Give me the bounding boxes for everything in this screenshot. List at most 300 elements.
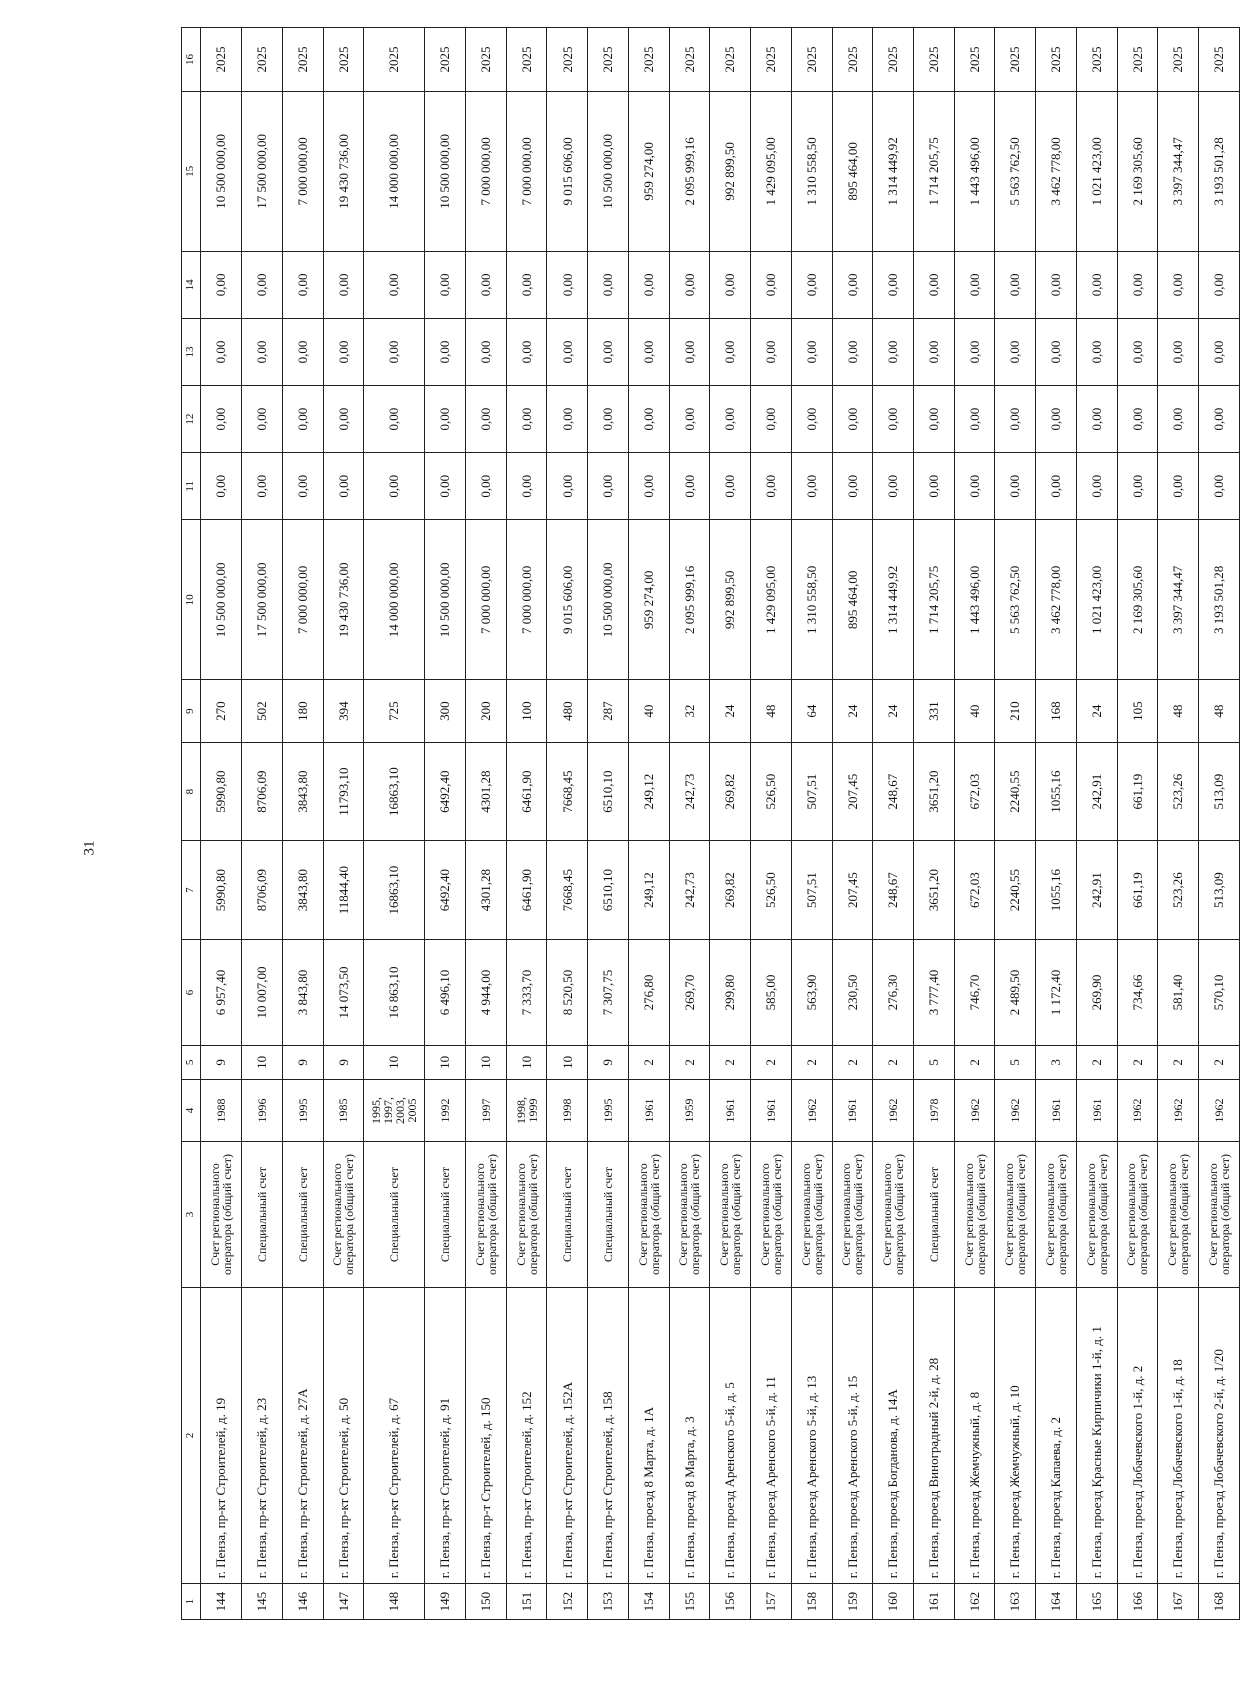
cell-fund-local: 0,00 [954,318,995,385]
cell-floors: 2 [1117,1046,1158,1080]
cell-commission-year: 1985 [323,1079,364,1142]
cell-total-area: 563,90 [791,939,832,1045]
cell-fund-other: 0,00 [751,251,792,318]
cell-fund-other: 0,00 [201,251,242,318]
cell-floors: 10 [425,1046,466,1080]
cell-owners-funds: 17 500 000,00 [242,91,283,251]
column-number: 16 [182,28,201,92]
cell-total-cost: 7 000 000,00 [506,520,547,680]
column-number: 10 [182,520,201,680]
cell-address: г. Пенза, проезд Богданова, д. 14А [873,1287,914,1583]
cell-fund-other: 0,00 [506,251,547,318]
cell-area-premises: 248,67 [873,841,914,939]
cell-floors: 2 [954,1046,995,1080]
cell-fund-other: 0,00 [1076,251,1117,318]
cell-area-residential: 1055,16 [1036,742,1077,840]
cell-row-number: 162 [954,1584,995,1620]
cell-account-type: Счет регионального оператора (общий счет) [506,1142,547,1287]
cell-completion-year: 2025 [1117,28,1158,92]
cell-fund-local: 0,00 [242,318,283,385]
cell-row-number: 160 [873,1584,914,1620]
cell-account-type: Специальный счет [547,1142,588,1287]
cell-owners-funds: 3 193 501,28 [1198,91,1239,251]
cell-total-area: 10 007,00 [242,939,283,1045]
cell-fund-local: 0,00 [751,318,792,385]
column-number: 8 [182,742,201,840]
cell-floors: 9 [588,1046,629,1080]
cell-row-number: 163 [995,1584,1036,1620]
cell-account-type: Счет регионального оператора (общий счет) [873,1142,914,1287]
cell-residents-count: 24 [710,680,751,743]
cell-area-residential: 8706,09 [242,742,283,840]
cell-owners-funds: 1 429 095,00 [751,91,792,251]
cell-account-type: Счет регионального оператора (общий счет) [1117,1142,1158,1287]
cell-fund-other: 0,00 [547,251,588,318]
cell-total-area: 276,80 [628,939,669,1045]
cell-address: г. Пенза, проезд 8 Марта, д. 3 [669,1287,710,1583]
cell-fund-local: 0,00 [466,318,507,385]
cell-residents-count: 40 [954,680,995,743]
cell-address: г. Пенза, пр-кт Строителей, д. 91 [425,1287,466,1583]
cell-area-premises: 3843,80 [282,841,323,939]
cell-fund-local: 0,00 [873,318,914,385]
cell-area-residential: 672,03 [954,742,995,840]
cell-commission-year: 1978 [913,1079,954,1142]
cell-owners-funds: 1 714 205,75 [913,91,954,251]
cell-area-residential: 3843,80 [282,742,323,840]
cell-residents-count: 168 [1036,680,1077,743]
cell-fund-regional: 0,00 [588,386,629,453]
cell-fund-regional: 0,00 [1158,386,1199,453]
rotated-table-wrapper [181,27,1240,1620]
cell-address: г. Пенза, пр-кт Строителей, д. 67 [364,1287,425,1583]
cell-commission-year: 1962 [1117,1079,1158,1142]
cell-total-cost: 3 462 778,00 [1036,520,1077,680]
cell-area-premises: 269,82 [710,841,751,939]
cell-fund-other: 0,00 [669,251,710,318]
cell-account-type: Специальный счет [588,1142,629,1287]
cell-account-type: Счет регионального оператора (общий счет) [995,1142,1036,1287]
cell-residents-count: 300 [425,680,466,743]
column-number: 6 [182,939,201,1045]
cell-completion-year: 2025 [1036,28,1077,92]
cell-completion-year: 2025 [506,28,547,92]
cell-completion-year: 2025 [832,28,873,92]
cell-total-cost: 9 015 606,00 [547,520,588,680]
cell-owners-funds: 895 464,00 [832,91,873,251]
cell-fund-federal: 0,00 [954,453,995,520]
cell-address: г. Пенза, пр-кт Строителей, д. 152 [506,1287,547,1583]
cell-area-premises: 7668,45 [547,841,588,939]
cell-completion-year: 2025 [751,28,792,92]
cell-fund-local: 0,00 [201,318,242,385]
cell-total-cost: 2 169 305,60 [1117,520,1158,680]
cell-account-type: Счет регионального оператора (общий счет) [1076,1142,1117,1287]
cell-residents-count: 48 [1158,680,1199,743]
cell-total-area: 269,70 [669,939,710,1045]
cell-completion-year: 2025 [323,28,364,92]
column-number: 15 [182,91,201,251]
cell-floors: 10 [466,1046,507,1080]
cell-completion-year: 2025 [710,28,751,92]
cell-address: г. Пенза, проезд Лобачевского 2-й, д. 1/20 [1198,1287,1239,1583]
cell-account-type: Счет регионального оператора (общий счет) [628,1142,669,1287]
cell-completion-year: 2025 [873,28,914,92]
cell-commission-year: 1962 [954,1079,995,1142]
table-row [628,28,669,1620]
cell-row-number: 157 [751,1584,792,1620]
cell-fund-regional: 0,00 [628,386,669,453]
cell-fund-regional: 0,00 [832,386,873,453]
cell-address: г. Пенза, пр-кт Строителей, д. 50 [323,1287,364,1583]
cell-total-area: 1 172,40 [1036,939,1077,1045]
cell-fund-local: 0,00 [323,318,364,385]
table-row [1036,28,1077,1620]
cell-total-area: 2 489,50 [995,939,1036,1045]
cell-completion-year: 2025 [364,28,425,92]
cell-completion-year: 2025 [466,28,507,92]
table-row [282,28,323,1620]
cell-completion-year: 2025 [913,28,954,92]
cell-fund-other: 0,00 [710,251,751,318]
cell-owners-funds: 992 899,50 [710,91,751,251]
cell-fund-federal: 0,00 [1198,453,1239,520]
cell-residents-count: 24 [873,680,914,743]
cell-area-premises: 513,09 [1198,841,1239,939]
cell-total-area: 16 863,10 [364,939,425,1045]
cell-owners-funds: 10 500 000,00 [201,91,242,251]
cell-commission-year: 1988 [201,1079,242,1142]
column-number: 13 [182,318,201,385]
cell-row-number: 149 [425,1584,466,1620]
cell-address: г. Пенза, проезд Аренского 5-й, д. 5 [710,1287,751,1583]
cell-address: г. Пенза, пр-кт Строителей, д. 23 [242,1287,283,1583]
cell-area-residential: 249,12 [628,742,669,840]
cell-account-type: Счет регионального оператора (общий счет) [466,1142,507,1287]
cell-floors: 2 [1076,1046,1117,1080]
cell-total-area: 276,30 [873,939,914,1045]
cell-residents-count: 331 [913,680,954,743]
cell-fund-regional: 0,00 [710,386,751,453]
cell-residents-count: 502 [242,680,283,743]
cell-account-type: Счет регионального оператора (общий счет) [1036,1142,1077,1287]
cell-fund-federal: 0,00 [547,453,588,520]
cell-fund-federal: 0,00 [628,453,669,520]
table-row [995,28,1036,1620]
table-row [791,28,832,1620]
column-number: 11 [182,453,201,520]
cell-total-cost: 1 310 558,50 [791,520,832,680]
cell-residents-count: 480 [547,680,588,743]
table-row [425,28,466,1620]
cell-commission-year: 1995 [588,1079,629,1142]
cell-fund-other: 0,00 [588,251,629,318]
cell-fund-local: 0,00 [425,318,466,385]
cell-total-area: 7 307,75 [588,939,629,1045]
cell-commission-year: 1995 [282,1079,323,1142]
cell-area-residential: 269,82 [710,742,751,840]
cell-completion-year: 2025 [995,28,1036,92]
cell-fund-federal: 0,00 [588,453,629,520]
cell-fund-federal: 0,00 [832,453,873,520]
cell-commission-year: 1962 [791,1079,832,1142]
cell-address: г. Пенза, пр-кт Строителей, д. 158 [588,1287,629,1583]
cell-area-premises: 207,45 [832,841,873,939]
cell-account-type: Счет регионального оператора (общий счет) [201,1142,242,1287]
cell-address: г. Пенза, проезд Красные Кирпичики 1-й, д. 1 [1076,1287,1117,1583]
cell-owners-funds: 2 169 305,60 [1117,91,1158,251]
cell-completion-year: 2025 [1076,28,1117,92]
cell-fund-local: 0,00 [506,318,547,385]
cell-floors: 2 [1158,1046,1199,1080]
cell-fund-federal: 0,00 [791,453,832,520]
cell-total-cost: 992 899,50 [710,520,751,680]
cell-area-residential: 7668,45 [547,742,588,840]
cell-fund-other: 0,00 [995,251,1036,318]
cell-fund-federal: 0,00 [282,453,323,520]
cell-fund-other: 0,00 [913,251,954,318]
cell-account-type: Счет регионального оператора (общий счет) [791,1142,832,1287]
cell-area-residential: 3651,20 [913,742,954,840]
cell-total-area: 299,80 [710,939,751,1045]
cell-total-cost: 10 500 000,00 [201,520,242,680]
cell-owners-funds: 10 500 000,00 [425,91,466,251]
cell-fund-regional: 0,00 [873,386,914,453]
cell-total-area: 585,00 [751,939,792,1045]
cell-row-number: 153 [588,1584,629,1620]
cell-area-premises: 3651,20 [913,841,954,939]
cell-area-residential: 507,51 [791,742,832,840]
cell-total-area: 6 496,10 [425,939,466,1045]
cell-total-cost: 10 500 000,00 [425,520,466,680]
cell-commission-year: 1961 [751,1079,792,1142]
cell-floors: 10 [364,1046,425,1080]
cell-row-number: 144 [201,1584,242,1620]
cell-residents-count: 394 [323,680,364,743]
cell-completion-year: 2025 [954,28,995,92]
table-body [182,28,1240,1620]
cell-total-cost: 895 464,00 [832,520,873,680]
cell-fund-regional: 0,00 [913,386,954,453]
cell-area-premises: 6492,40 [425,841,466,939]
cell-residents-count: 725 [364,680,425,743]
cell-total-area: 746,70 [954,939,995,1045]
cell-commission-year: 1962 [995,1079,1036,1142]
cell-fund-regional: 0,00 [995,386,1036,453]
cell-floors: 3 [1036,1046,1077,1080]
cell-address: г. Пенза, проезд 8 Марта, д. 1А [628,1287,669,1583]
cell-area-premises: 16863,10 [364,841,425,939]
column-number: 14 [182,251,201,318]
cell-fund-regional: 0,00 [466,386,507,453]
cell-owners-funds: 2 095 999,16 [669,91,710,251]
cell-floors: 2 [791,1046,832,1080]
cell-owners-funds: 3 397 344,47 [1158,91,1199,251]
cell-fund-federal: 0,00 [323,453,364,520]
cell-owners-funds: 9 015 606,00 [547,91,588,251]
cell-total-cost: 10 500 000,00 [588,520,629,680]
column-number: 4 [182,1079,201,1142]
cell-floors: 10 [242,1046,283,1080]
cell-commission-year: 1996 [242,1079,283,1142]
cell-fund-other: 0,00 [1036,251,1077,318]
cell-owners-funds: 1 310 558,50 [791,91,832,251]
cell-area-residential: 6461,90 [506,742,547,840]
cell-total-cost: 3 397 344,47 [1158,520,1199,680]
cell-floors: 2 [873,1046,914,1080]
cell-area-residential: 523,26 [1158,742,1199,840]
cell-floors: 2 [628,1046,669,1080]
cell-total-area: 7 333,70 [506,939,547,1045]
cell-fund-local: 0,00 [1117,318,1158,385]
cell-fund-federal: 0,00 [242,453,283,520]
cell-row-number: 166 [1117,1584,1158,1620]
cell-area-residential: 242,91 [1076,742,1117,840]
table-row [364,28,425,1620]
cell-total-cost: 3 193 501,28 [1198,520,1239,680]
column-number: 5 [182,1046,201,1080]
cell-fund-other: 0,00 [954,251,995,318]
cell-area-residential: 6492,40 [425,742,466,840]
cell-floors: 2 [832,1046,873,1080]
table-row [588,28,629,1620]
cell-commission-year: 1961 [1036,1079,1077,1142]
table-row [1076,28,1117,1620]
cell-total-area: 3 843,80 [282,939,323,1045]
cell-area-premises: 6510,10 [588,841,629,939]
table-row [466,28,507,1620]
cell-fund-federal: 0,00 [506,453,547,520]
cell-fund-local: 0,00 [710,318,751,385]
cell-address: г. Пенза, проезд Аренского 5-й, д. 13 [791,1287,832,1583]
cell-row-number: 167 [1158,1584,1199,1620]
cell-area-premises: 672,03 [954,841,995,939]
cell-owners-funds: 7 000 000,00 [466,91,507,251]
column-number: 2 [182,1287,201,1583]
cell-completion-year: 2025 [588,28,629,92]
cell-account-type: Специальный счет [425,1142,466,1287]
cell-residents-count: 24 [832,680,873,743]
cell-residents-count: 48 [1198,680,1239,743]
cell-row-number: 159 [832,1584,873,1620]
table-row [751,28,792,1620]
cell-address: г. Пенза, проезд Виноградный 2-й, д. 28 [913,1287,954,1583]
cell-area-residential: 6510,10 [588,742,629,840]
cell-fund-regional: 0,00 [791,386,832,453]
cell-fund-regional: 0,00 [242,386,283,453]
cell-owners-funds: 5 563 762,50 [995,91,1036,251]
cell-row-number: 155 [669,1584,710,1620]
cell-owners-funds: 14 000 000,00 [364,91,425,251]
cell-fund-regional: 0,00 [751,386,792,453]
cell-address: г. Пенза, проезд Аренского 5-й, д. 15 [832,1287,873,1583]
cell-fund-other: 0,00 [873,251,914,318]
cell-completion-year: 2025 [791,28,832,92]
table-row [201,28,242,1620]
cell-area-premises: 1055,16 [1036,841,1077,939]
cell-commission-year: 1997 [466,1079,507,1142]
cell-owners-funds: 10 500 000,00 [588,91,629,251]
cell-area-residential: 513,09 [1198,742,1239,840]
cell-fund-federal: 0,00 [1117,453,1158,520]
cell-fund-other: 0,00 [323,251,364,318]
cell-completion-year: 2025 [242,28,283,92]
cell-fund-federal: 0,00 [751,453,792,520]
cell-owners-funds: 7 000 000,00 [282,91,323,251]
cell-total-cost: 7 000 000,00 [466,520,507,680]
cell-row-number: 168 [1198,1584,1239,1620]
cell-address: г. Пенза, проезд Капаева, д. 2 [1036,1287,1077,1583]
cell-residents-count: 48 [751,680,792,743]
cell-total-area: 581,40 [1158,939,1199,1045]
cell-total-cost: 1 443 496,00 [954,520,995,680]
cell-fund-regional: 0,00 [1076,386,1117,453]
cell-completion-year: 2025 [669,28,710,92]
cell-commission-year: 1961 [710,1079,751,1142]
cell-total-area: 734,66 [1117,939,1158,1045]
cell-address: г. Пенза, проезд Лобачевского 1-й, д. 18 [1158,1287,1199,1583]
cell-address: г. Пенза, проезд Жемчужный, д. 8 [954,1287,995,1583]
cell-area-premises: 5990,80 [201,841,242,939]
cell-fund-other: 0,00 [242,251,283,318]
cell-fund-local: 0,00 [282,318,323,385]
cell-total-cost: 959 274,00 [628,520,669,680]
cell-residents-count: 24 [1076,680,1117,743]
cell-completion-year: 2025 [201,28,242,92]
cell-fund-federal: 0,00 [995,453,1036,520]
cell-account-type: Счет регионального оператора (общий счет) [1198,1142,1239,1287]
cell-fund-regional: 0,00 [1117,386,1158,453]
cell-area-residential: 16863,10 [364,742,425,840]
cell-fund-local: 0,00 [364,318,425,385]
cell-completion-year: 2025 [1198,28,1239,92]
cell-area-residential: 242,73 [669,742,710,840]
table-row [506,28,547,1620]
cell-account-type: Специальный счет [364,1142,425,1287]
cell-area-premises: 242,73 [669,841,710,939]
cell-row-number: 154 [628,1584,669,1620]
cell-residents-count: 40 [628,680,669,743]
cell-owners-funds: 959 274,00 [628,91,669,251]
cell-fund-other: 0,00 [1117,251,1158,318]
cell-fund-regional: 0,00 [1198,386,1239,453]
cell-commission-year: 1995, 1997, 2003, 2005 [364,1079,425,1142]
cell-floors: 2 [1198,1046,1239,1080]
cell-total-cost: 1 429 095,00 [751,520,792,680]
column-number: 9 [182,680,201,743]
cell-commission-year: 1962 [1198,1079,1239,1142]
cell-owners-funds: 3 462 778,00 [1036,91,1077,251]
cell-fund-federal: 0,00 [873,453,914,520]
cell-account-type: Счет регионального оператора (общий счет) [832,1142,873,1287]
cell-owners-funds: 1 021 423,00 [1076,91,1117,251]
cell-fund-regional: 0,00 [506,386,547,453]
table-row [913,28,954,1620]
cell-completion-year: 2025 [628,28,669,92]
cell-row-number: 161 [913,1584,954,1620]
cell-area-residential: 5990,80 [201,742,242,840]
cell-residents-count: 32 [669,680,710,743]
cell-fund-other: 0,00 [1158,251,1199,318]
cell-owners-funds: 19 430 736,00 [323,91,364,251]
cell-fund-federal: 0,00 [1036,453,1077,520]
cell-fund-local: 0,00 [1076,318,1117,385]
cell-account-type: Счет регионального оператора (общий счет) [1158,1142,1199,1287]
cell-row-number: 158 [791,1584,832,1620]
cell-address: г. Пенза, пр-кт Строителей, д. 19 [201,1287,242,1583]
cell-total-cost: 14 000 000,00 [364,520,425,680]
cell-fund-local: 0,00 [547,318,588,385]
